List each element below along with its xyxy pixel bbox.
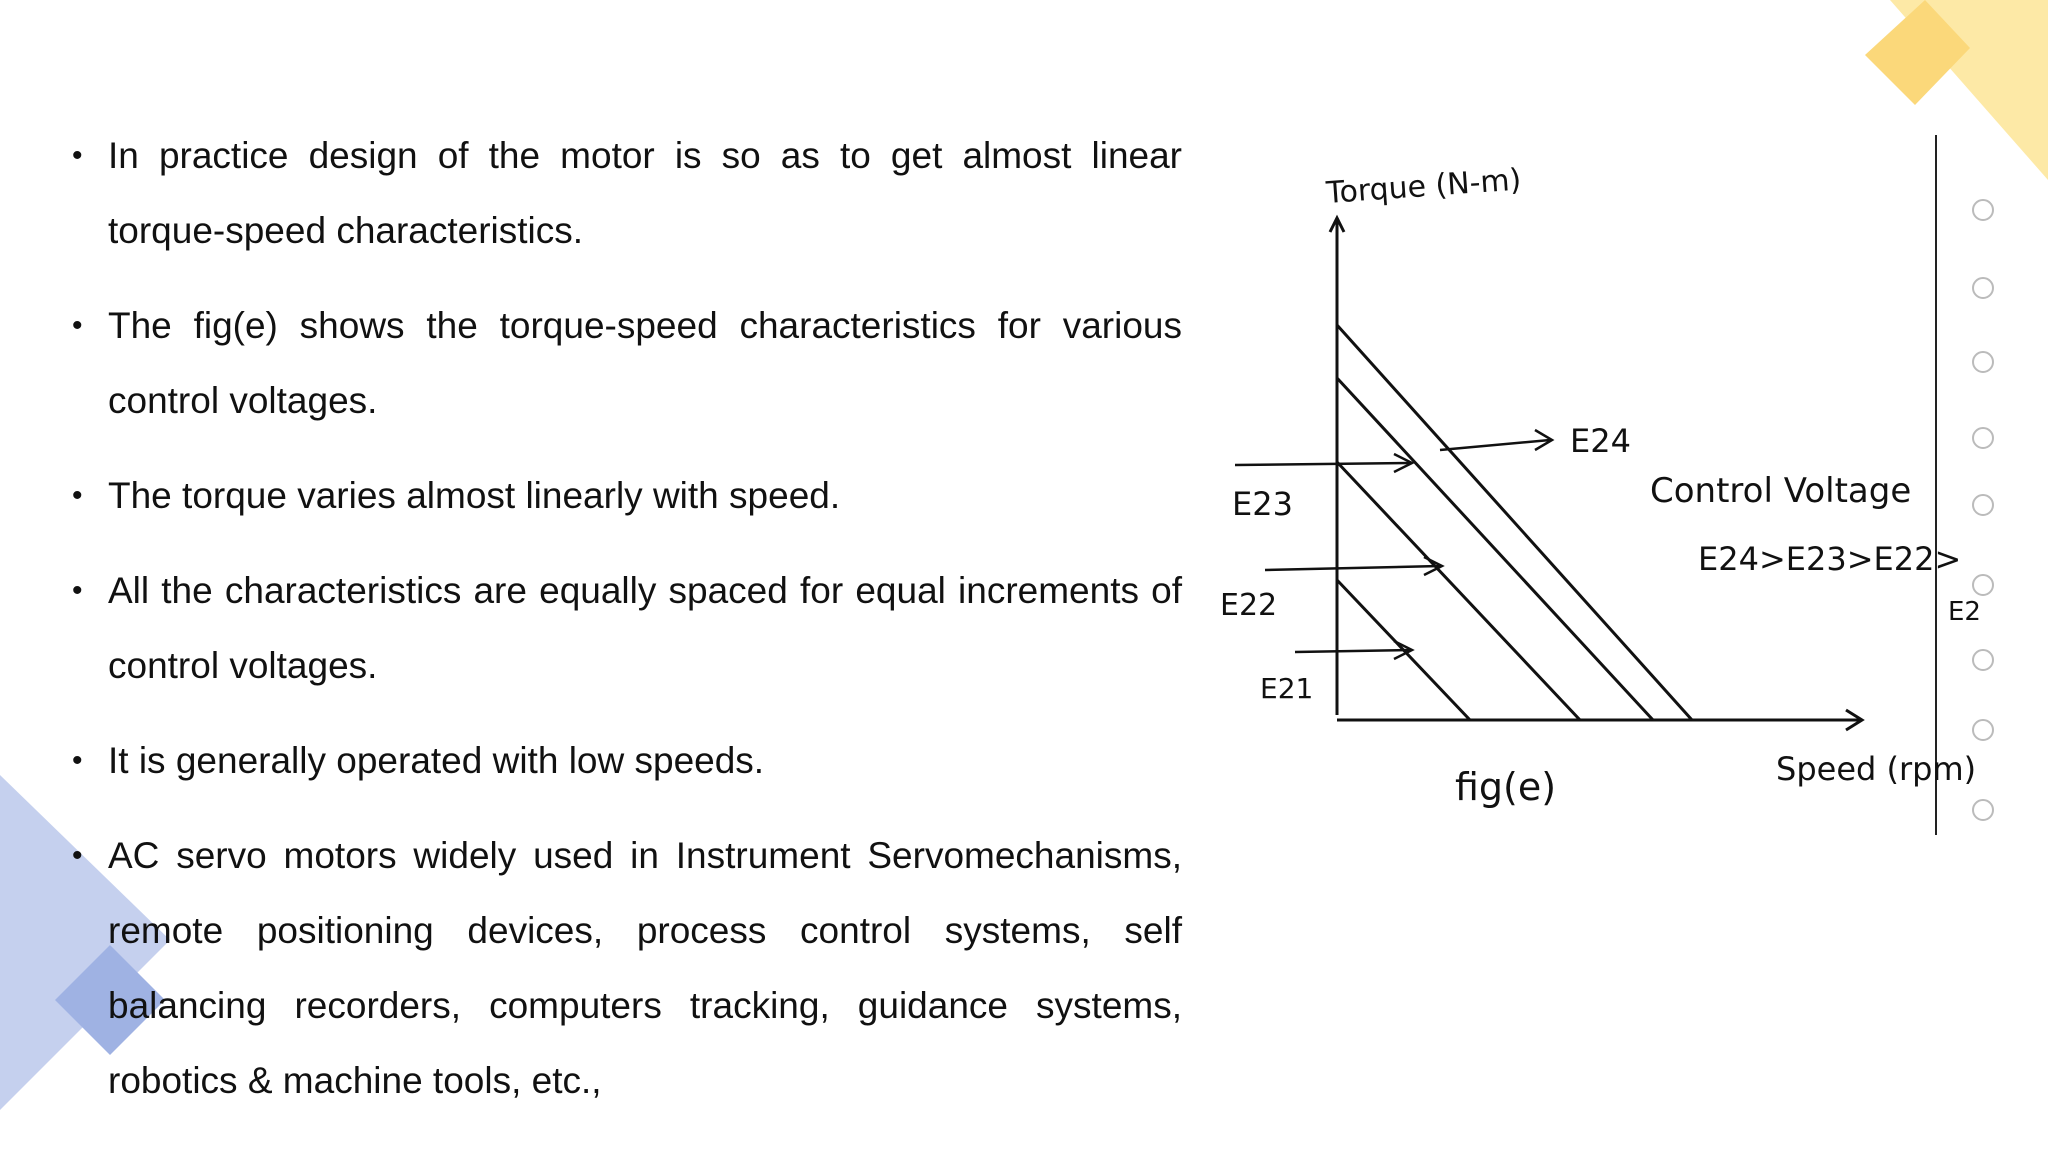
- bullet-dot: •: [72, 574, 83, 607]
- y-axis-label: Torque (N-m): [1325, 162, 1523, 211]
- curve-label-e23: E23: [1232, 485, 1293, 523]
- label-arrows: [1235, 430, 1552, 659]
- torque-speed-figure: [1210, 130, 2000, 840]
- notebook-holes: [1973, 200, 1993, 820]
- legend-title: Control Voltage: [1650, 471, 1912, 511]
- bullet-item: [72, 723, 1182, 798]
- bullet-item: [72, 818, 1182, 1118]
- bullet-dot: •: [72, 839, 83, 872]
- legend-cut-label: E2: [1948, 597, 1981, 627]
- legend-relation: E24>E23>E22>: [1698, 540, 1962, 578]
- bullet-text: The fig(e) shows the torque-speed characteristics for various control voltages.: [108, 305, 1182, 421]
- bullet-item: [72, 553, 1182, 703]
- curve-e24: [1337, 325, 1692, 720]
- bullet-dot: •: [72, 309, 83, 342]
- curve-label-e22: E22: [1220, 588, 1278, 623]
- bullet-dot: •: [72, 139, 83, 172]
- x-axis-label: Speed (rpm): [1776, 750, 1977, 788]
- bullet-text: It is generally operated with low speeds.: [108, 740, 765, 781]
- bullet-dot: •: [72, 744, 83, 777]
- bullet-item: [72, 288, 1182, 438]
- figure-caption: fig(e): [1455, 765, 1557, 809]
- bullet-item: [72, 118, 1182, 268]
- bullet-dot: •: [72, 479, 83, 512]
- curve-label-e21: E21: [1260, 672, 1314, 705]
- bullet-text: AC servo motors widely used in Instrument Servomechanisms, remote positioning devices, process control systems, self balancing recorders, computers tracking, guidance systems, robotics & machine tools, etc.,: [108, 835, 1182, 1101]
- curve-e22: [1337, 462, 1580, 720]
- bullet-text: In practice design of the motor is so as to get almost linear torque-speed characteristics.: [108, 135, 1182, 251]
- bullet-list: [72, 118, 1182, 1138]
- bullet-item: [72, 458, 1182, 533]
- bullet-text: All the characteristics are equally spaced for equal increments of control voltages.: [108, 570, 1182, 686]
- curve-label-e24: E24: [1570, 422, 1631, 460]
- bullet-text: The torque varies almost linearly with speed.: [108, 475, 841, 516]
